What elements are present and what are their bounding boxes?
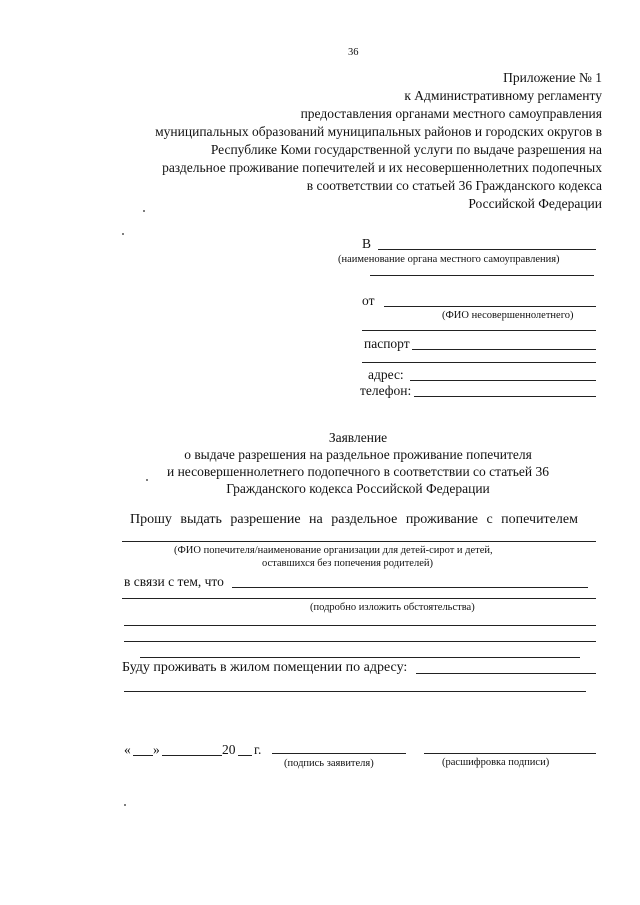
year-suffix: г. — [254, 742, 262, 757]
date-close-quote: » — [153, 742, 160, 757]
reason-field[interactable] — [124, 625, 596, 626]
date-open-quote: « — [124, 742, 131, 757]
reason-label: в связи с тем, что — [124, 574, 224, 589]
appendix-line: предоставления органами местного самоуправления — [300, 106, 602, 121]
statement-subtitle: и несовершеннолетнего подопечного в соответствии со статьей 36 — [166, 464, 550, 479]
guardian-field[interactable] — [122, 541, 596, 542]
from-label: от — [362, 293, 375, 308]
from-field[interactable] — [384, 306, 596, 307]
request-text: Прошу выдать разрешение на раздельное проживание с попечителем — [130, 512, 578, 527]
residence-address-field[interactable] — [416, 673, 596, 674]
year-prefix: 20 — [222, 742, 236, 757]
address-text: Буду проживать в жилом помещении по адресу: — [122, 660, 408, 675]
to-label: В — [362, 236, 372, 251]
guardian-caption: (ФИО попечителя/наименование организации для детей-сирот и детей, — [174, 545, 493, 556]
decoding-caption: (расшифровка подписи) — [442, 757, 550, 768]
signature-field[interactable] — [272, 753, 406, 754]
appendix-line: Республике Коми государственной услуги по выдаче разрешения на — [210, 142, 602, 157]
phone-field[interactable] — [414, 396, 596, 397]
phone-label: телефон: — [360, 383, 412, 398]
statement-subtitle: о выдаче разрешения на раздельное проживание попечителя — [184, 447, 532, 462]
guardian-caption: оставшихся без попечения родителей) — [262, 558, 433, 569]
to-field-continued[interactable] — [370, 275, 594, 276]
residence-address-field[interactable] — [124, 691, 586, 692]
appendix-line: муниципальных образований муниципальных районов и городских округов в — [155, 124, 602, 139]
appendix-line: к Административному регламенту — [404, 88, 602, 103]
date-month-field[interactable] — [162, 755, 222, 756]
reason-field[interactable] — [232, 587, 588, 588]
reason-field[interactable] — [122, 598, 596, 599]
date-day-field[interactable] — [133, 755, 153, 756]
address-field[interactable] — [410, 380, 596, 381]
passport-field[interactable] — [412, 349, 596, 350]
scan-speck — [124, 804, 126, 806]
reason-field[interactable] — [140, 657, 580, 658]
appendix-line: Российской Федерации — [468, 196, 602, 211]
reason-caption: (подробно изложить обстоятельства) — [310, 602, 475, 613]
scan-speck — [143, 210, 145, 212]
signature-decoding-field[interactable] — [424, 753, 596, 754]
to-field[interactable] — [378, 249, 596, 250]
statement-title: Заявление — [328, 430, 388, 445]
address-label: адрес: — [368, 367, 404, 382]
appendix-title: Приложение № 1 — [503, 70, 602, 85]
reason-field[interactable] — [124, 641, 596, 642]
scan-speck — [146, 479, 148, 481]
statement-subtitle: Гражданского кодекса Российской Федерации — [226, 481, 490, 496]
passport-field-continued[interactable] — [362, 362, 596, 363]
scan-speck — [122, 233, 124, 235]
passport-label: паспорт — [364, 336, 410, 351]
appendix-line: в соответствии со статьей 36 Гражданского кодекса — [306, 178, 602, 193]
signature-caption: (подпись заявителя) — [284, 758, 374, 769]
from-field-continued[interactable] — [362, 330, 596, 331]
from-caption: (ФИО несовершеннолетнего) — [442, 310, 574, 321]
to-caption: (наименование органа местного самоуправления) — [338, 254, 560, 265]
date-year-field[interactable] — [238, 755, 252, 756]
page-number: 36 — [348, 47, 359, 58]
appendix-line: раздельное проживание попечителей и их несовершеннолетних подопечных — [162, 160, 602, 175]
